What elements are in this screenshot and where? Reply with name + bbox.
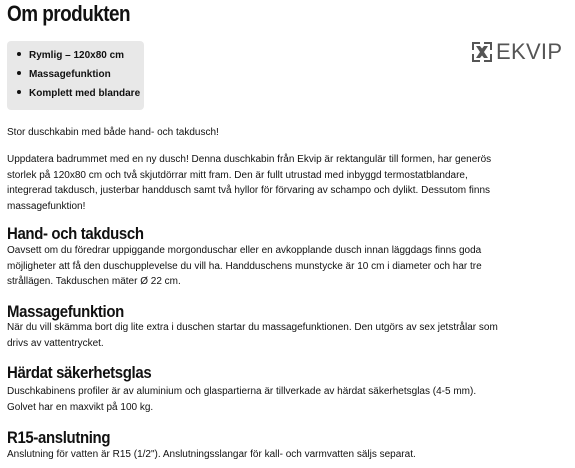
section-heading-massagefunktion: Massagefunktion	[7, 302, 124, 321]
intro-line: integrerad takdusch, justerbar handdusch samt två hyllor för förvaring av schampo och dylikt. Dessutom finns	[7, 185, 491, 196]
feature-label: Komplett med blandare	[29, 88, 141, 99]
section-line: möjligheter att få den duschupplevelse du vill ha. Handduschens munstycke är 10 cm i diameter och har tre	[7, 260, 482, 272]
section-heading-r15-anslutning: R15-anslutning	[7, 428, 111, 447]
section-line: Duschkabinens profiler är av aluminium och glaspartierna är tillverkade av härdat säkerhetsglas (4-5 mm).	[7, 386, 477, 397]
feature-list-item	[17, 88, 140, 100]
intro-tagline: Stor duschkabin med både hand- och takdusch!	[7, 127, 219, 138]
bullet-icon	[17, 90, 21, 94]
feature-list-item	[17, 69, 111, 81]
section-heading-hardat-sakerhetsglas: Härdat säkerhetsglas	[7, 363, 152, 382]
section-line: Oavsett om du föredrar uppiggande morgonduschar eller en avkopplande dusch innan läggdags finns goda	[7, 245, 482, 256]
brand-logo	[472, 38, 562, 66]
section-line: drivs av vattentrycket.	[7, 337, 104, 349]
section-line: Golvet har en maxvikt på 100 kg.	[7, 401, 154, 413]
feature-list-item	[17, 50, 124, 62]
brand-name: EKVIP	[496, 39, 563, 64]
feature-highlights-box	[7, 41, 144, 110]
page-title: Om produkten	[7, 1, 131, 26]
bullet-icon	[17, 71, 21, 75]
section-line: Anslutning för vatten är R15 (1/2"). Anslutningsslangar för kall- och varmvatten säljs separat.	[7, 449, 416, 460]
feature-label: Massagefunktion	[29, 69, 111, 80]
bullet-icon	[17, 52, 21, 56]
feature-label: Rymlig – 120x80 cm	[29, 50, 125, 61]
intro-line: storlek på 120x80 cm och två skjutdörrar mitt fram. Den är fullt utrustad med inbyggd termostatblandare,	[7, 169, 468, 181]
section-line: strållägen. Takduschen mäter Ø 22 cm.	[7, 276, 181, 287]
brand-mark-icon	[472, 42, 492, 62]
section-heading-hand-takdusch: Hand- och takdusch	[7, 224, 144, 243]
intro-line: massagefunktion!	[7, 200, 86, 212]
intro-line: Uppdatera badrummet med en ny dusch! Denna duschkabin från Ekvip är rektangulär till formen, har generös	[7, 154, 492, 165]
section-line: När du vill skämma bort dig lite extra i duschen startar du massagefunktionen. Den utgörs av sex jetstrålar som	[7, 322, 498, 333]
